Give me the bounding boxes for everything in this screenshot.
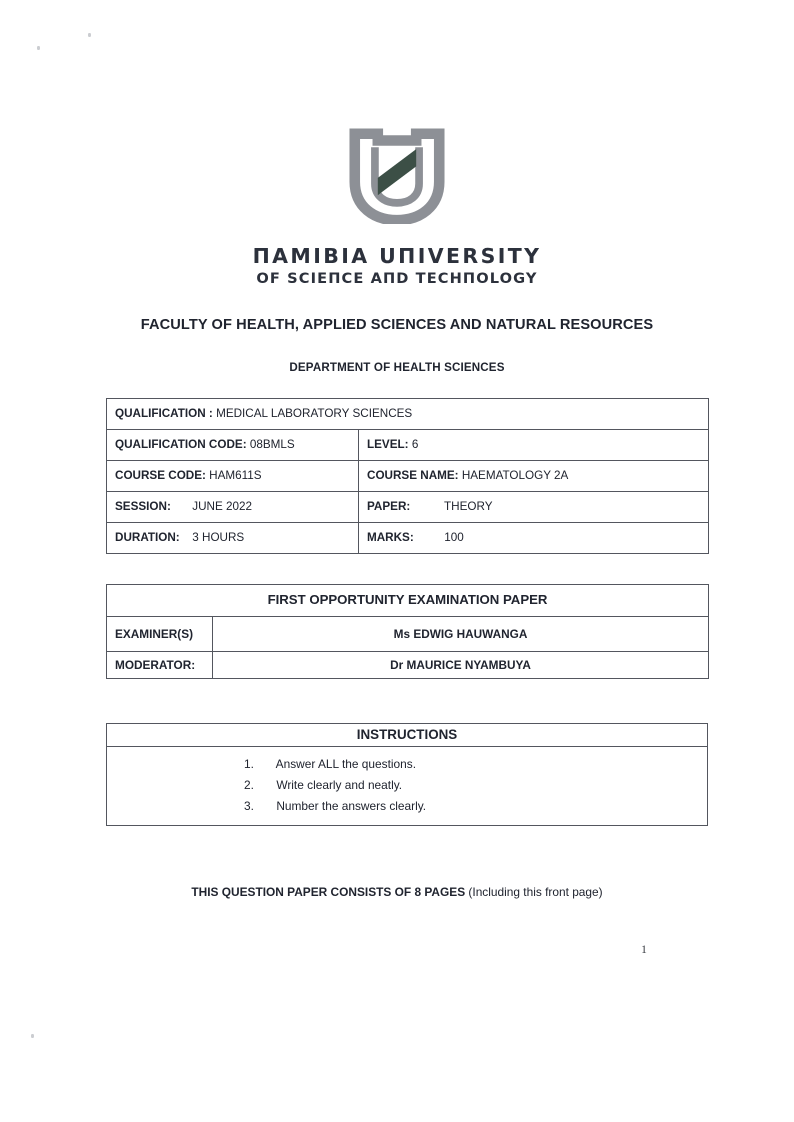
course-name-label: COURSE NAME: xyxy=(367,468,459,482)
table-row xyxy=(107,724,708,747)
moderator-label: MODERATOR: xyxy=(107,652,213,679)
duration-label: DURATION: xyxy=(115,530,180,544)
paper-value: THEORY xyxy=(444,499,493,513)
instructions-list xyxy=(107,754,707,818)
scan-speck xyxy=(88,33,91,37)
list-item-number: 2. xyxy=(244,777,254,792)
page-count-note xyxy=(0,885,794,899)
scan-speck xyxy=(31,1034,34,1038)
table-row xyxy=(107,652,709,679)
duration-cell xyxy=(107,523,359,554)
list-item-text: Number the answers clearly. xyxy=(276,799,427,814)
page-count-bold: THIS QUESTION PAPER CONSISTS OF 8 PAGES xyxy=(191,885,466,899)
course-code-cell xyxy=(107,461,359,492)
qualification-code-label: QUALIFICATION CODE: xyxy=(115,437,247,451)
course-name-value: HAEMATOLOGY 2A xyxy=(461,468,569,482)
shield-logo-icon xyxy=(349,128,445,224)
session-label: SESSION: xyxy=(115,499,171,513)
list-item xyxy=(107,796,707,817)
list-item xyxy=(107,775,707,796)
page-number xyxy=(0,944,794,956)
qualification-label: QUALIFICATION : xyxy=(115,406,213,420)
qualification-details-table xyxy=(106,398,709,554)
qualification-code-cell xyxy=(107,430,359,461)
exam-title: FIRST OPPORTUNITY EXAMINATION PAPER xyxy=(107,585,709,617)
table-row xyxy=(107,430,709,461)
paper-label: PAPER: xyxy=(367,499,411,513)
session-cell xyxy=(107,492,359,523)
table-row xyxy=(107,523,709,554)
course-code-label: COURSE CODE: xyxy=(115,468,206,482)
duration-value: 3 HOURS xyxy=(192,530,245,544)
moderator-value: Dr MAURICE NYAMBUYA xyxy=(213,652,709,679)
marks-value: 100 xyxy=(444,530,464,544)
qualification-value: MEDICAL LABORATORY SCIENCES xyxy=(216,406,413,420)
paper-cell xyxy=(359,492,709,523)
level-cell xyxy=(359,430,709,461)
logo-name-line2: OF SCIEПCE AПD TECHПOLOGY xyxy=(256,269,538,287)
scan-speck xyxy=(37,46,40,50)
list-item-number: 1. xyxy=(244,756,254,771)
department-heading: DEPARTMENT OF HEALTH SCIENCES xyxy=(289,361,505,374)
instructions-title: INSTRUCTIONS xyxy=(107,724,708,747)
page-count-plain: (Including this front page) xyxy=(465,885,603,899)
course-code-value: HAM611S xyxy=(209,468,262,482)
list-item xyxy=(107,754,707,775)
instructions-table xyxy=(106,723,708,826)
marks-cell xyxy=(359,523,709,554)
instructions-body xyxy=(107,747,708,826)
examiner-value: Ms EDWIG HAUWANGA xyxy=(213,617,709,652)
course-name-cell xyxy=(359,461,709,492)
university-logo xyxy=(0,128,794,287)
table-row xyxy=(107,399,709,430)
table-row xyxy=(107,492,709,523)
list-item-number: 3. xyxy=(244,799,254,814)
examiner-label: EXAMINER(S) xyxy=(107,617,213,652)
logo-name-line1: ПAMIBIA UПIVERSITY xyxy=(252,244,542,268)
table-row xyxy=(107,461,709,492)
level-value: 6 xyxy=(411,437,419,451)
table-row xyxy=(107,617,709,652)
qualification-code-value: 08BMLS xyxy=(249,437,295,451)
faculty-heading: FACULTY OF HEALTH, APPLIED SCIENCES AND NATURAL RESOURCES xyxy=(140,317,654,333)
level-label: LEVEL: xyxy=(367,437,409,451)
page-number-value: 1 xyxy=(641,944,647,956)
table-row xyxy=(107,747,708,826)
marks-label: MARKS: xyxy=(367,530,414,544)
table-row xyxy=(107,585,709,617)
qualification-cell xyxy=(107,399,709,430)
list-item-text: Answer ALL the questions. xyxy=(275,756,417,771)
session-value: JUNE 2022 xyxy=(192,499,253,513)
examination-paper-table xyxy=(106,584,709,679)
list-item-text: Write clearly and neatly. xyxy=(276,777,403,792)
